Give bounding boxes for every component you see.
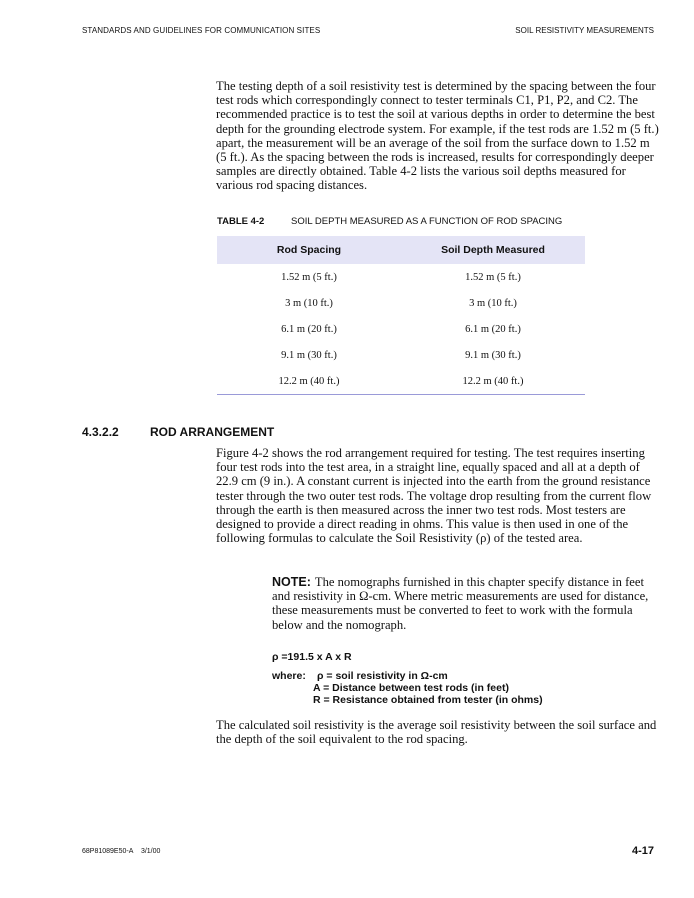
- text-line: recommended practice is to test the soil at various depths in order to determine the best: [216, 107, 655, 122]
- text-line: following formulas to calculate the Soil Resistivity (ρ) of the tested area.: [216, 531, 583, 546]
- formula-definition: A = Distance between test rods (in feet): [313, 682, 509, 694]
- text-line: four test rods into the test area, in a straight line, equally spaced and all at a depth of: [216, 460, 640, 475]
- note-line: these measurements must be converted to feet to work with the formula: [272, 603, 633, 618]
- section-number: 4.3.2.2: [82, 425, 119, 439]
- table-row: [217, 290, 585, 316]
- paragraph-conclusion: [216, 718, 656, 746]
- document-date: 3/1/00: [140, 848, 161, 855]
- table-cell: 6.1 m (20 ft.): [281, 323, 337, 335]
- table-cell: 1.52 m (5 ft.): [281, 271, 337, 283]
- table-cell: 3 m (10 ft.): [469, 297, 517, 309]
- section-title: ROD ARRANGEMENT: [150, 425, 275, 439]
- text-line: samples are directly obtained. Table 4-2 lists the various soil depths measured for: [216, 164, 626, 179]
- text-line: tester through the two outer test rods. The voltage drop resulting from the current flow: [216, 488, 652, 503]
- table-row: [217, 342, 585, 368]
- column-header: Rod Spacing: [217, 236, 401, 264]
- table-caption: [217, 216, 562, 227]
- note-block: [272, 575, 662, 632]
- text-line: the depth of the soil equivalent to the rod spacing.: [216, 732, 468, 747]
- table-cell: 12.2 m (40 ft.): [462, 375, 524, 387]
- text-line: (5 ft.). As the spacing between the rods is increased, results for correspondingly deeper: [216, 150, 654, 165]
- formula-definition: ρ = soil resistivity in Ω-cm: [317, 670, 448, 682]
- text-line: through the earth is then measured across the inner two test rods. Most testers are: [216, 502, 626, 517]
- table-cell: 9.1 m (30 ft.): [465, 349, 521, 361]
- table-label: TABLE 4-2: [217, 216, 265, 227]
- table-cell: 9.1 m (30 ft.): [281, 349, 337, 361]
- text-line: test rods which correspondingly connect to tester terminals C1, P1, P2, and C2. The: [216, 93, 638, 108]
- note-line: [272, 575, 662, 589]
- note-line: below and the nomograph.: [272, 617, 407, 632]
- note-label: NOTE:: [272, 575, 311, 589]
- note-line: and resistivity in Ω-cm. Where metric measurements are used for distance,: [272, 589, 649, 604]
- table-title: SOIL DEPTH MEASURED AS A FUNCTION OF ROD SPACING: [290, 216, 563, 227]
- formula: ρ =191.5 x A x R: [272, 651, 352, 663]
- soil-depth-table: [217, 236, 585, 395]
- text-line: The calculated soil resistivity is the average soil resistivity between the soil surface and: [216, 718, 657, 732]
- text-line: apart, the measurement will be an average of the soil from the surface down to 1.52 m: [216, 135, 650, 150]
- table-row: [217, 264, 585, 290]
- table-row: [217, 316, 585, 342]
- table-row: [217, 368, 585, 395]
- running-header-left: STANDARDS AND GUIDELINES FOR COMMUNICATION SITES: [82, 26, 321, 35]
- table-cell: 3 m (10 ft.): [285, 297, 333, 309]
- text-line: 22.9 cm (9 in.). A constant current is injected into the earth from the ground resistance: [216, 474, 651, 489]
- paragraph-testing-depth: [216, 79, 659, 193]
- text-line: depth for the grounding electrode system. For example, if the test rods are 1.52 m (5 ft.): [216, 121, 659, 136]
- text-line: The testing depth of a soil resistivity test is determined by the spacing between the four: [216, 79, 656, 93]
- text-line: designed to provide a direct reading in ohms. This value is then used in one of the: [216, 517, 629, 532]
- table-cell: 12.2 m (40 ft.): [278, 375, 340, 387]
- document-number: 68P81089E50-A: [82, 848, 133, 855]
- text-line: Figure 4-2 shows the rod arrangement required for testing. The test requires inserting: [216, 446, 645, 460]
- column-header: Soil Depth Measured: [401, 236, 585, 264]
- footer-left: [82, 848, 160, 855]
- note-text: The nomographs furnished in this chapter specify distance in feet: [314, 575, 644, 589]
- page-number: 4-17: [631, 845, 654, 857]
- table-cell: 6.1 m (20 ft.): [465, 323, 521, 335]
- formula-where-label: where:: [272, 670, 306, 682]
- paragraph-rod-arrangement: [216, 446, 656, 545]
- table-cell: 1.52 m (5 ft.): [465, 271, 521, 283]
- text-line: various rod spacing distances.: [216, 178, 368, 193]
- running-header-right: SOIL RESISTIVITY MEASUREMENTS: [515, 26, 654, 35]
- formula-definition: R = Resistance obtained from tester (in ohms): [313, 694, 543, 706]
